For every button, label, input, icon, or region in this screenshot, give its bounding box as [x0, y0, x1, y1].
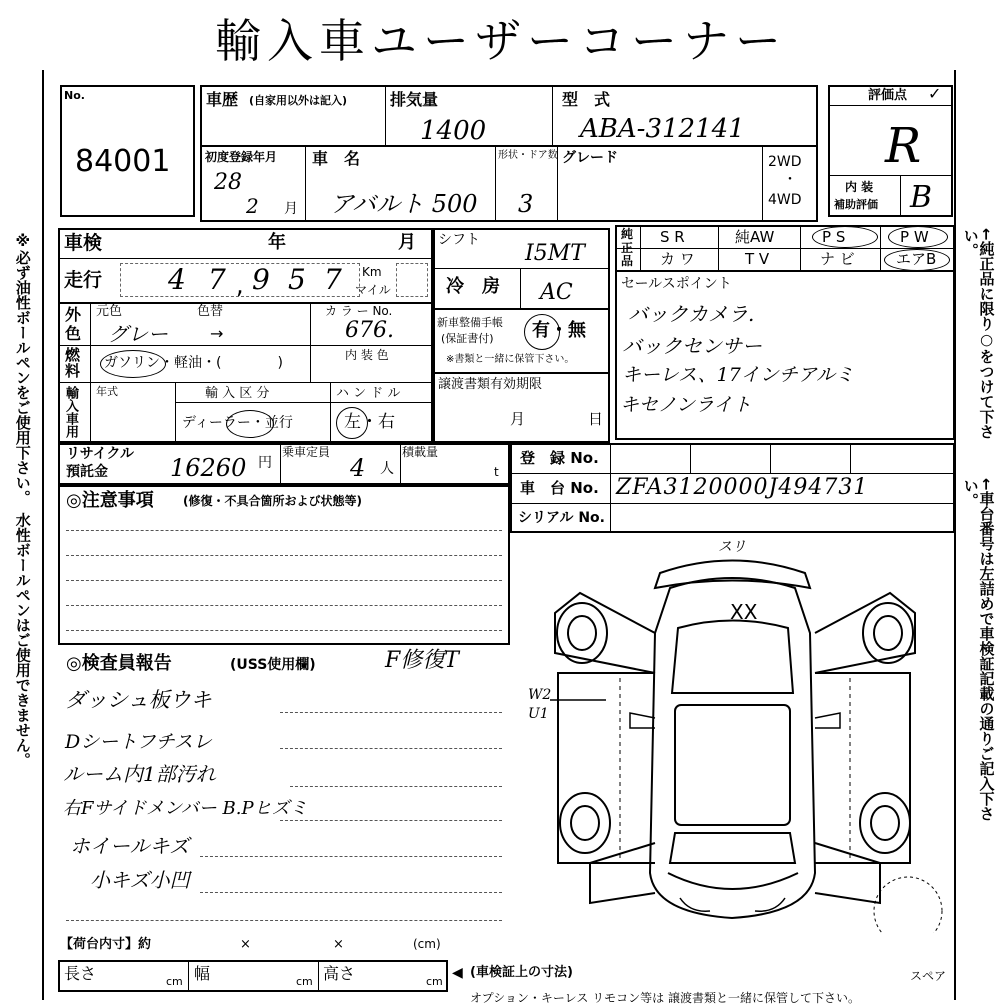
first-registration-month: 2	[246, 194, 259, 218]
capacity-label: 乗車定員	[282, 445, 331, 459]
aircon-label: 冷 房	[446, 276, 500, 297]
displacement-label: 排気量	[390, 90, 439, 109]
dim-length-label: 長さ	[64, 964, 97, 983]
spare-label: スペア	[910, 969, 947, 983]
transfer-month: 月	[510, 410, 526, 428]
evaluation-check: ✓	[928, 84, 942, 103]
model-type-label: 型 式	[562, 90, 611, 109]
dims-note: (車検証上の寸法)	[470, 965, 573, 980]
diagram-top-label: スリ	[718, 539, 746, 555]
inspection-month: 月	[398, 232, 416, 253]
genuine-pw: P W	[900, 228, 929, 246]
load-label: 積載量	[402, 445, 439, 459]
transfer-day: 日	[588, 410, 604, 428]
dealer-circle	[226, 410, 274, 438]
cargo-unit: (cm)	[413, 937, 441, 951]
genuine-aw: 純AW	[735, 228, 775, 246]
car-name-value: アバルト 500	[330, 190, 478, 218]
handle-value: 左・右	[344, 412, 395, 432]
registration-label: 登 録 No.	[520, 449, 599, 467]
load-unit: t	[494, 465, 499, 479]
history-label: 車歴	[206, 90, 239, 109]
genuine-airbag: エアB	[896, 250, 937, 268]
dims-block	[58, 960, 448, 992]
pw-circle	[888, 226, 948, 248]
diagram-u1: U1	[528, 706, 549, 722]
first-registration-month-unit: 月	[284, 201, 298, 217]
mileage-unit-km: Km	[362, 265, 382, 279]
dim-height-label: 高さ	[323, 964, 356, 983]
recycle-value: 16260	[170, 454, 247, 482]
spare-circle	[874, 877, 942, 933]
dims-arrow: ◀	[452, 965, 463, 981]
capacity-value: 4	[350, 454, 366, 482]
maintenance-yes-circle	[524, 314, 560, 350]
inspector-line-6: 小キズ小凹	[90, 868, 190, 892]
exterior-color-arrow: →	[210, 324, 224, 343]
capacity-unit: 人	[380, 461, 394, 477]
recycle-label-2: 預託金	[66, 464, 108, 480]
left-side-note: ※必ず油性ボールペンをご使用下さい。 水性ボールペンはご使用できません。	[13, 232, 32, 768]
interior-label: 内 装	[845, 180, 874, 194]
chassis-value: ZFA3120000J494731	[616, 475, 869, 500]
color-number-label: カ ラ ー No.	[325, 304, 393, 318]
dim-height-unit: cm	[426, 975, 443, 988]
maintenance-label-2: (保証書付)	[441, 332, 494, 345]
fuel-options: ガソリン・軽油・( )	[104, 355, 283, 371]
mileage-digit: 9	[252, 263, 270, 296]
exterior-changed-label: 色替	[197, 304, 224, 319]
selling-point-3: キーレス、17インチアルミ	[622, 364, 855, 386]
mileage-digit: 5	[288, 263, 306, 296]
mileage-digit: 7	[324, 263, 342, 296]
number-value: 84001	[75, 144, 171, 179]
cargo-x1: ×	[240, 937, 251, 952]
inspector-line-5: ホイールキズ	[70, 834, 190, 858]
genuine-leather: カ ワ	[660, 250, 695, 268]
selling-point-2: バックセンサー	[622, 334, 762, 358]
mileage-digit: 4	[168, 263, 186, 296]
evaluation-score: R	[885, 118, 922, 174]
genuine-sr: S R	[660, 228, 685, 246]
selling-point-1: バックカメラ.	[628, 302, 755, 326]
exterior-original-label: 元色	[96, 304, 123, 319]
interior-score: B	[910, 180, 933, 215]
drive-4wd: 4WD	[768, 192, 802, 208]
mileage-unit-mile: マイル	[355, 283, 391, 297]
inspection-year: 年	[268, 232, 286, 253]
exterior-color-value: グレー	[108, 322, 168, 346]
mileage-digits	[120, 263, 360, 297]
interior-sub-label: 補助評価	[834, 198, 878, 211]
shift-label: シフト	[438, 232, 480, 248]
inspector-line-4: 右Fサイドメンバー B.Pヒズミ	[63, 798, 308, 819]
exterior-color-label: 外	[65, 305, 82, 324]
page-title: 輸入車ユーザーコーナー	[215, 14, 787, 68]
dim-length-unit: cm	[166, 975, 183, 988]
fuel-selected-circle	[100, 350, 166, 378]
interior-color-label: 内 装 色	[345, 348, 389, 362]
inspector-line-3: ルーム内1部汚れ	[63, 762, 216, 786]
car-damage-diagram	[510, 533, 955, 933]
exterior-color-label-2: 色	[65, 324, 82, 343]
genuine-label: 純	[621, 227, 634, 241]
right-side-note-genuine: ←純正品に限り○をつけて下さい。	[961, 228, 996, 439]
fuel-label: 燃	[65, 346, 81, 364]
evaluation-label: 評価点	[868, 88, 908, 103]
fuel-label-2: 料	[65, 362, 81, 380]
diagram-w2: W2	[528, 687, 552, 703]
inspector-sub: (USS使用欄)	[230, 657, 316, 673]
import-car-label: 輸入車用	[63, 386, 78, 438]
doors-label: 形状・ドア数	[498, 150, 558, 161]
import-year-label: 年式	[96, 385, 118, 398]
cargo-x2: ×	[333, 937, 344, 952]
first-registration-year: 28	[214, 170, 242, 195]
notes-sub: (修復・不具合箇所および状態等)	[183, 494, 362, 508]
import-class-label: 輸 入 区 分	[205, 386, 270, 401]
recycle-unit: 円	[258, 455, 272, 471]
dim-width-label: 幅	[194, 964, 211, 983]
maintenance-note: ※書類と一緒に保管下さい。	[446, 354, 575, 365]
color-number-value: 676.	[345, 318, 394, 343]
bottom-cut-text: オプション・キーレス リモコン等は 譲渡書類と一緒に保管して下さい。	[470, 991, 860, 1005]
selling-point-4: キセノンライト	[620, 394, 752, 416]
selling-points-label: セールスポイント	[621, 276, 732, 292]
grade-label: グレード	[562, 150, 618, 166]
import-class-value: ディーラー・並行	[182, 415, 293, 431]
diagram-xx-mark: XX	[730, 600, 758, 624]
shift-value: I5MT	[525, 241, 585, 266]
ps-circle	[812, 226, 878, 248]
chassis-label: 車 台 No.	[520, 479, 599, 497]
mileage-separator: ,	[236, 271, 244, 299]
genuine-label-3: 品	[621, 254, 634, 268]
first-registration-label: 初度登録年月	[205, 150, 278, 164]
transfer-label: 譲渡書類有効期限	[438, 377, 543, 392]
aircon-value: AC	[540, 280, 573, 305]
cargo-label: 【荷台内寸】約	[60, 937, 152, 952]
dim-width-unit: cm	[296, 975, 313, 988]
maintenance-label: 新車整備手帳	[437, 316, 503, 329]
displacement-value: 1400	[420, 116, 487, 146]
genuine-label-2: 正	[621, 241, 634, 255]
inspector-stamp: F修復T	[385, 648, 459, 673]
drive-2wd: 2WD	[768, 154, 802, 170]
history-sub: (自家用以外は記入)	[249, 94, 348, 107]
inspector-line-2: Dシートフチスレ	[65, 731, 212, 753]
handle-label: ハ ン ド ル	[336, 386, 401, 401]
genuine-ps: P S	[822, 228, 846, 246]
mileage-digit: 7	[208, 263, 226, 296]
genuine-navi: ナ ビ	[820, 250, 855, 268]
genuine-tv: T V	[745, 250, 770, 268]
car-name-label: 車 名	[312, 149, 361, 168]
right-side-note-chassis: ←車台番号は左詰めで車検証記載の通りご記入下さい。	[961, 478, 996, 821]
number-label: No.	[64, 89, 85, 102]
inspector-label: ◎検査員報告	[66, 653, 172, 674]
model-type-value: ABA-312141	[580, 114, 745, 144]
mileage-label: 走行	[64, 269, 103, 291]
airbag-circle	[884, 249, 950, 271]
handle-left-circle	[336, 407, 368, 439]
maintenance-value: 有・無	[532, 320, 586, 341]
notes-label: ◎注意事項	[66, 490, 154, 511]
inspection-label: 車検	[64, 232, 103, 254]
drive-sep: ・	[783, 172, 797, 188]
inspector-line-1: ダッシュ板ウキ	[65, 688, 212, 712]
serial-label: シリアル No.	[518, 510, 605, 526]
recycle-label: リサイクル	[66, 446, 135, 462]
doors-value: 3	[518, 190, 534, 218]
